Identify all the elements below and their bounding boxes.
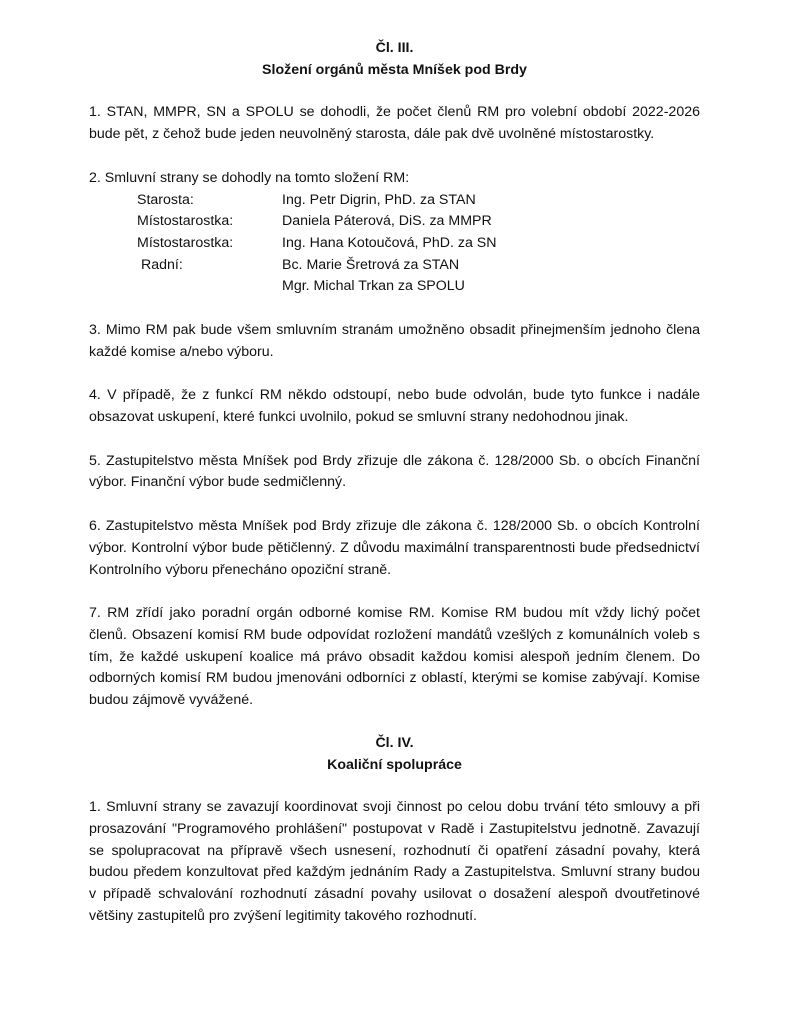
roster-role: Místostarostka:: [137, 213, 234, 230]
roster-person: Bc. Marie Šretrová za STAN: [282, 256, 460, 273]
section-3-paragraph-1: 1. STAN, MMPR, SN a SPOLU se dohodli, že počet členů RM pro volební období 2022-2026 bude pět, z čehož bude jeden neuvolněný starosta, dále pak dvě uvolněné místostarostky.: [89, 104, 700, 143]
roster-row: [89, 233, 700, 255]
section-3-paragraph-6: 6. Zastupitelstvo města Mníšek pod Brdy zřizuje dle zákona č. 128/2000 Sb. o obcích Kontrolní výbor. Kontrolní výbor bude pětičlenný. Z důvodu maximální transparentnosti bude předsednictví Kontrolního výboru přenecháno opoziční straně.: [89, 518, 700, 578]
document-page: [89, 38, 700, 927]
roster-role: Radní:: [141, 256, 183, 273]
roster-role: [89, 276, 282, 298]
roster-role: Starosta:: [137, 191, 194, 208]
section-3-paragraph-4: 4. V případě, že z funkcí RM někdo odstoupí, nebo bude odvolán, bude tyto funkce i nadále obsazovat uskupení, které funkci uvolnilo, pokud se smluvní strany nedohodnou jinak.: [89, 387, 700, 426]
section-3-paragraph-2-intro: 2. Smluvní strany se dohodly na tomto složení RM:: [89, 169, 410, 186]
roster-row: [89, 211, 700, 233]
section-3-title: Složení orgánů města Mníšek pod Brdy: [262, 61, 527, 78]
roster-row: [89, 276, 700, 298]
section-3-paragraph-5: 5. Zastupitelstvo města Mníšek pod Brdy zřizuje dle zákona č. 128/2000 Sb. o obcích Finanční výbor. Finanční výbor bude sedmičlenný.: [89, 452, 700, 491]
roster-person: Ing. Petr Digrin, PhD. za STAN: [282, 191, 476, 208]
council-roster: [89, 190, 700, 298]
roster-person: Daniela Páterová, DiS. za MMPR: [282, 213, 492, 230]
roster-person: Ing. Hana Kotoučová, PhD. za SN: [282, 234, 497, 251]
section-3-paragraph-7: 7. RM zřídí jako poradní orgán odborné komise RM. Komise RM budou mít vždy lichý počet členů. Obsazení komisí RM bude odpovídat rozložení mandátů vzešlých z komunálních voleb s tím, že každé uskupení koalice má právo obsadit každou komisi alespoň jedním členem. Do odborných komisí RM budou jmenováni odborníci z oblastí, kterými se komise zabývají. Komise budou zájmově vyvážené.: [89, 605, 700, 709]
section-4-paragraph-1: 1. Smluvní strany se zavazují koordinovat svoji činnost po celou dobu trvání této smlouvy a při prosazování "Programového prohlášení" postupovat v Radě i Zastupitelstvu jednotně. Zavazují se spolupracovat na přípravě všech usnesení, rozhodnutí či opatření zásadní povahy, která budou předem konzultovat před každým jednáním Rady a Zastupitelstva. Smluvní strany budou v případě schvalování rozhodnutí zásadní povahy usilovat o dosažení alespoň dvoutřetinové většiny zastupitelů pro zvýšení legitimity takového rozhodnutí.: [89, 799, 700, 924]
section-4-heading: Čl. IV.: [375, 734, 414, 751]
section-3-heading: Čl. III.: [375, 40, 414, 56]
roster-person: Mgr. Michal Trkan za SPOLU: [282, 278, 465, 295]
roster-role: Místostarostka:: [137, 234, 234, 251]
roster-row: [89, 255, 700, 277]
section-4-title: Koaliční spolupráce: [327, 756, 462, 773]
roster-row: [89, 190, 700, 212]
section-3-paragraph-3: 3. Mimo RM pak bude všem smluvním stranám umožněno obsadit přinejmenším jednoho člena každé komise a/nebo výboru.: [89, 321, 700, 360]
